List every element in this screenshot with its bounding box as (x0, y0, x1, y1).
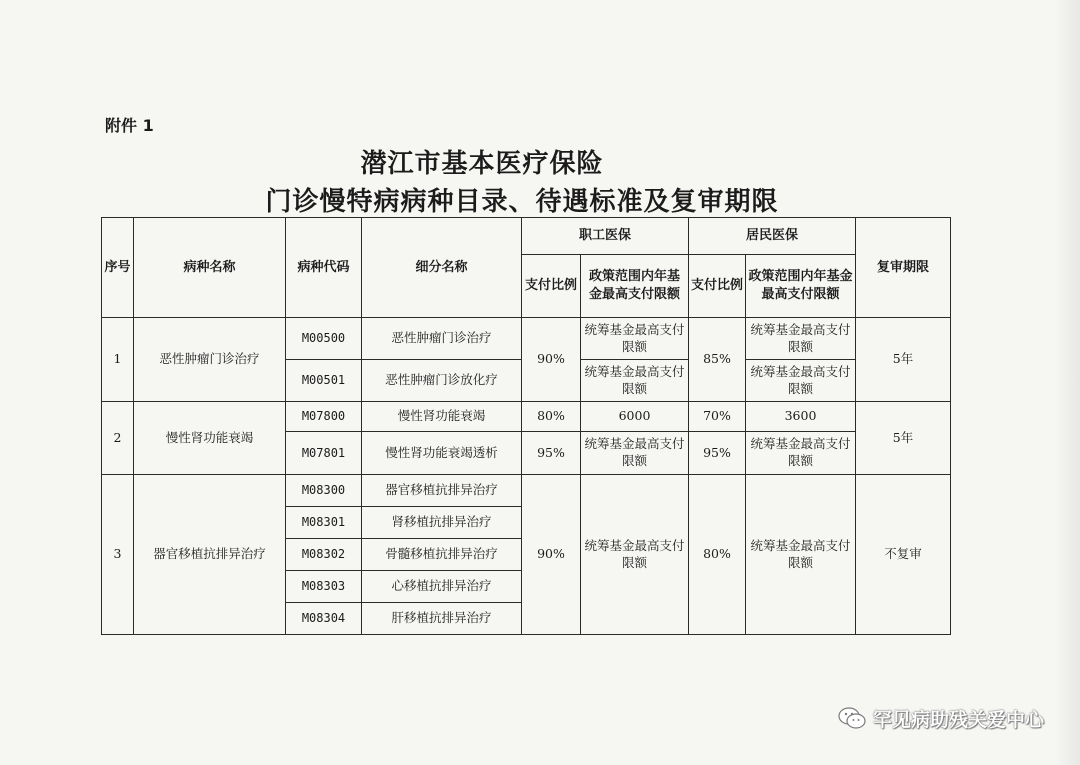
disease-code-cell: M00500 (286, 318, 362, 360)
employee-limit-cell: 统筹基金最高支付限额 (581, 432, 689, 475)
resident-ratio-cell: 85% (689, 318, 746, 402)
sub-name-cell: 恶性肿瘤门诊治疗 (362, 318, 522, 360)
header-employee-pay-ratio: 支付比例 (522, 255, 581, 318)
resident-ratio-cell: 95% (689, 432, 746, 475)
header-disease-code: 病种代码 (286, 218, 362, 318)
disease-code-cell: M00501 (286, 360, 362, 402)
sub-name-cell: 慢性肾功能衰竭 (362, 402, 522, 432)
scan-edge-shadow (1054, 0, 1080, 765)
disease-code-cell: M08301 (286, 507, 362, 539)
resident-ratio-cell: 80% (689, 475, 746, 635)
header-sub-name: 细分名称 (362, 218, 522, 318)
header-resident-insurance: 居民医保 (689, 218, 856, 255)
disease-code-cell: M07801 (286, 432, 362, 475)
table-row (102, 402, 951, 432)
header-resident-pay-ratio: 支付比例 (689, 255, 746, 318)
sub-name-cell: 肝移植抗排异治疗 (362, 603, 522, 635)
seq-cell: 3 (102, 475, 134, 635)
disease-name-cell: 器官移植抗排异治疗 (134, 475, 286, 635)
sub-name-cell: 慢性肾功能衰竭透析 (362, 432, 522, 475)
resident-limit-cell: 统筹基金最高支付限额 (746, 360, 856, 402)
employee-limit-cell: 统筹基金最高支付限额 (581, 360, 689, 402)
document-title-line1: 潜江市基本医疗保险 (360, 149, 604, 179)
header-employee-max-limit: 政策范围内年基金最高支付限额 (581, 255, 689, 318)
resident-limit-cell: 3600 (746, 402, 856, 432)
resident-limit-cell: 统筹基金最高支付限额 (746, 318, 856, 360)
disease-table (101, 217, 951, 635)
table-row (102, 475, 951, 507)
employee-ratio-cell: 95% (522, 432, 581, 475)
table-row (102, 318, 951, 360)
seq-cell: 2 (102, 402, 134, 475)
resident-limit-cell: 统筹基金最高支付限额 (746, 475, 856, 635)
employee-ratio-cell: 90% (522, 475, 581, 635)
disease-code-cell: M08302 (286, 539, 362, 571)
header-disease-name: 病种名称 (134, 218, 286, 318)
resident-ratio-cell: 70% (689, 402, 746, 432)
sub-name-cell: 肾移植抗排异治疗 (362, 507, 522, 539)
review-period-cell: 不复审 (856, 475, 951, 635)
seq-cell: 1 (102, 318, 134, 402)
disease-name-cell: 慢性肾功能衰竭 (134, 402, 286, 475)
header-seq: 序号 (102, 218, 134, 318)
sub-name-cell: 器官移植抗排异治疗 (362, 475, 522, 507)
employee-limit-cell: 统筹基金最高支付限额 (581, 318, 689, 360)
disease-name-cell: 恶性肿瘤门诊治疗 (134, 318, 286, 402)
disease-code-cell: M08303 (286, 571, 362, 603)
header-resident-max-limit: 政策范围内年基金最高支付限额 (746, 255, 856, 318)
watermark (837, 706, 1044, 730)
watermark-text: 罕见病助残关爱中心 (872, 708, 1044, 731)
document-title-line2: 门诊慢特病病种目录、待遇标准及复审期限 (265, 187, 779, 217)
sub-name-cell: 骨髓移植抗排异治疗 (362, 539, 522, 571)
review-period-cell: 5年 (856, 318, 951, 402)
employee-ratio-cell: 90% (522, 318, 581, 402)
sub-name-cell: 恶性肿瘤门诊放化疗 (362, 360, 522, 402)
employee-limit-cell: 6000 (581, 402, 689, 432)
review-period-cell: 5年 (856, 402, 951, 475)
header-employee-insurance: 职工医保 (522, 218, 689, 255)
wechat-icon (837, 706, 867, 730)
employee-ratio-cell: 80% (522, 402, 581, 432)
disease-code-cell: M08300 (286, 475, 362, 507)
resident-limit-cell: 统筹基金最高支付限额 (746, 432, 856, 475)
disease-code-cell: M07800 (286, 402, 362, 432)
attachment-label: 附件 1 (105, 116, 154, 135)
header-review-period: 复审期限 (856, 218, 951, 318)
employee-limit-cell: 统筹基金最高支付限额 (581, 475, 689, 635)
disease-code-cell: M08304 (286, 603, 362, 635)
sub-name-cell: 心移植抗排异治疗 (362, 571, 522, 603)
